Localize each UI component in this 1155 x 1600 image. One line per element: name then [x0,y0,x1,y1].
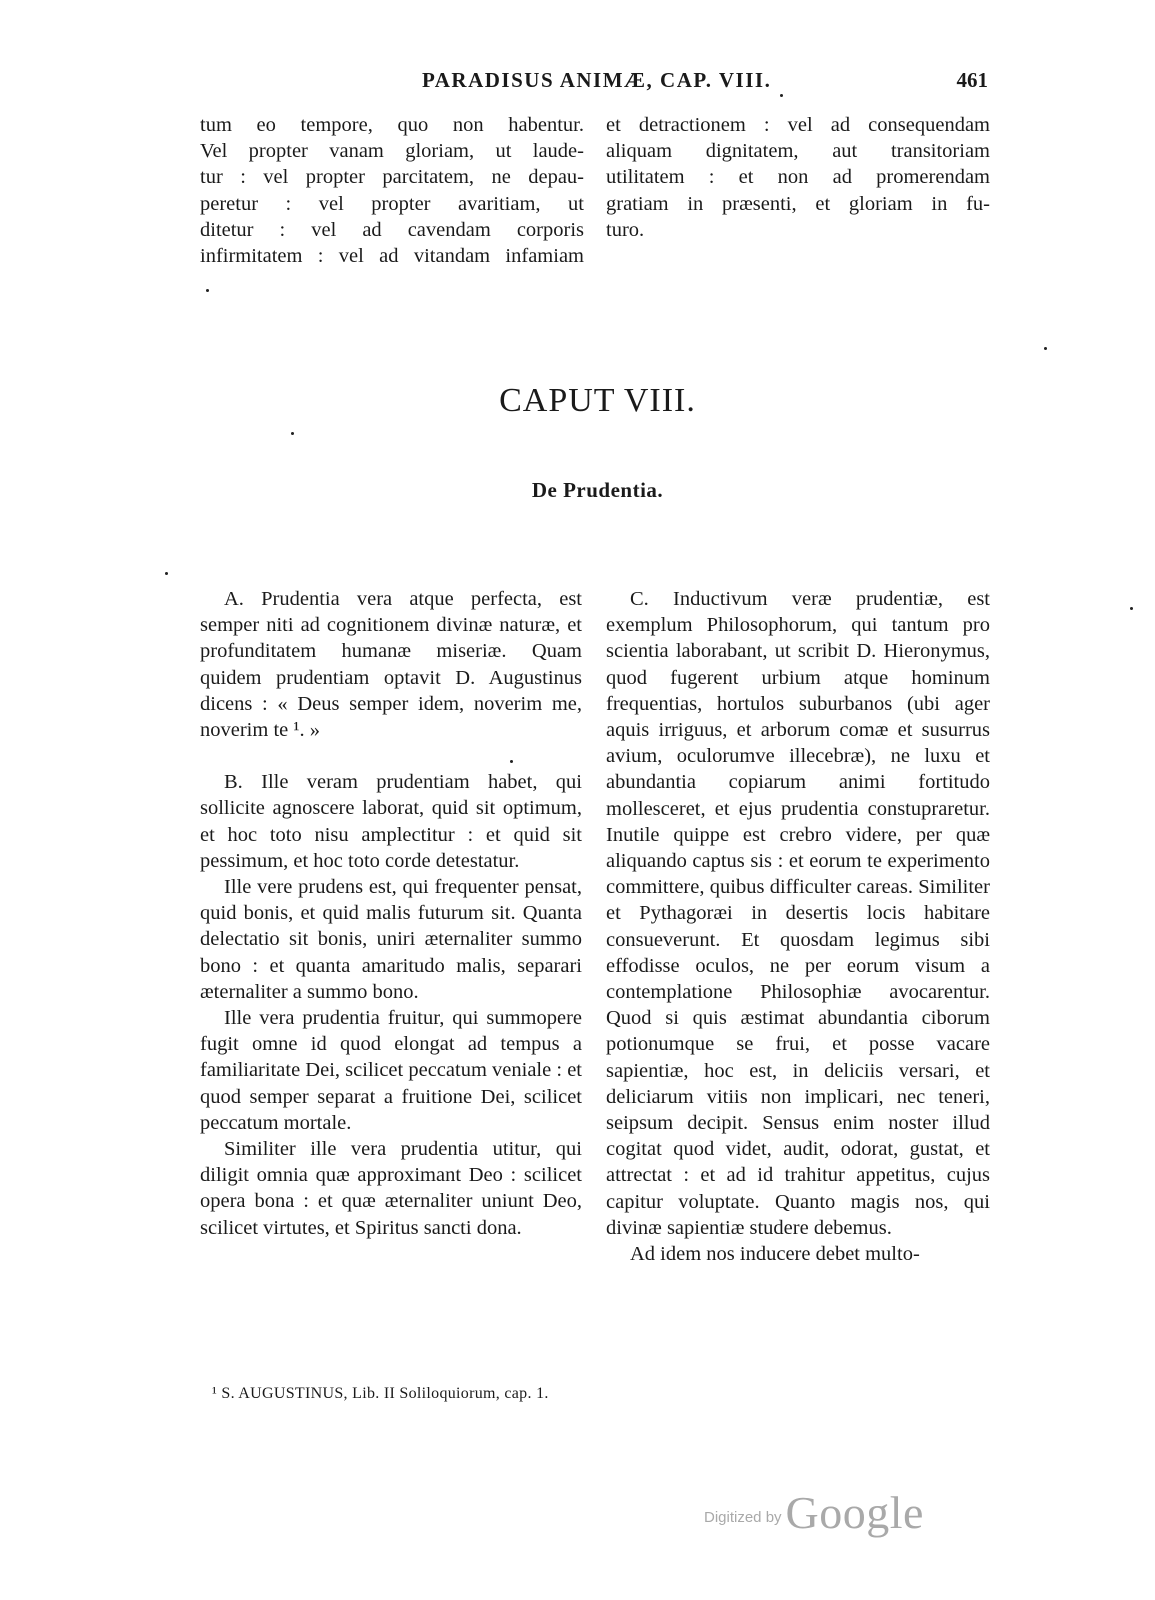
text-line: tum eo tempore, quo non habentur. [200,114,584,136]
paragraph-c: C. Inductivum veræ prudentiæ, est exemplum Philosophorum, qui tantum pro scientia laborabant, ut scribit D. Hieronymus, quod fugerent urbium atque hominum frequentias, hortulos suburbanos (ubi ager aquis irriguus, et arborum comæ et susurrus avium, oculorumve illecebræ), ne luxu et abundantia copiarum animi fortitudo mollesceret, et ejus prudentia constupraretur. Inutile quippe est crebro videre, per quæ aliquando captus sis : et eorum te experimento committere, quibus difficulter careas. Similiter et Pythagoræi in desertis locis habitare consueverunt. Et quosdam legimus sibi effodisse oculos, ne per eorum visum a contemplatione Philosophiæ avocarentur. Quod si quis æstimat abundantia ciborum potionumque se frui, et posse vacare sapientiæ, hoc est, in deliciis versari, et deliciarum vitiis non implicari, nec teneri, seipsum decipit. Sensus enim noster illud cogitat quod videt, audit, odorat, gustat, et attrectat : et ad id trahitur appetitus, cujus capitur voluptate. Quanto magis nos, qui divinæ sapientiæ studere debemus. [606,588,990,1239]
text-line: peretur : vel propter avaritiam, ut [200,192,584,215]
text-line: aliquam dignitatem, aut transitoriam [606,140,990,163]
paragraph: Ad idem nos inducere debet multo- [630,1243,920,1266]
right-text-column [606,586,990,1267]
running-title: PARADISUS ANIMÆ, CAP. VIII. [422,68,772,92]
paragraph-a: A. Prudentia vera atque perfecta, est semper niti ad cognitionem divinæ naturæ, et profunditatem humanæ miseriæ. Quam quidem prudentiam optavit D. Augustinus dicens : « Deus semper idem, noverim me, noverim te ¹. » [200,588,582,742]
scan-speck [165,572,168,575]
scan-speck [1044,347,1047,350]
scan-speck [1130,607,1133,610]
chapter-title: CAPUT VIII. [499,382,696,419]
digitized-watermark [704,1486,924,1539]
left-text-column [200,586,582,1241]
text-line: et detractionem : vel ad consequendam [606,114,990,136]
text-line: turo. [606,218,645,241]
text-line: utilitatem : et non ad promerendam [606,166,990,189]
text-line: ditetur : vel ad cavendam corporis [200,218,584,241]
scan-speck [206,289,209,292]
text-line: Vel propter vanam gloriam, ut laude- [200,140,584,163]
paragraph: Similiter ille vera prudentia utitur, qui diligit omnia quæ approximant Deo : scilicet opera bona : et quæ æternaliter uniunt Deo, scilicet virtutes, et Spiritus sancti dona. [200,1138,582,1239]
footnote: ¹ S. AUGUSTINUS, Lib. II Soliloquiorum, cap. 1. [212,1385,549,1402]
scan-speck [291,432,294,435]
running-head [200,68,1000,102]
continuation-right-column [606,112,990,243]
paragraph-b: B. Ille veram prudentiam habet, qui sollicite agnoscere laborat, quid sit optimum, et hoc toto nisu amplectitur : et quid sit pessimum, et hoc toto corde detestatur. [200,771,582,872]
paragraph: Ille vera prudentia fruitur, qui summopere fugit omne id quod elongat ad tempus a familiaritate Dei, scilicet peccatum veniale : et quod semper separat a fruitione Dei, scilicet peccatum mortale. [200,1007,582,1134]
watermark-prefix: Digitized by [704,1509,782,1526]
google-logo: Google [785,1487,924,1538]
chapter-subtitle: De Prudentia. [531,478,664,502]
scan-speck [510,760,513,763]
text-line: gratiam in præsenti, et gloriam in fu- [606,192,990,215]
scan-speck [780,94,783,97]
continuation-left-column [200,112,584,269]
text-line: infirmitatem : vel ad vitandam infamiam [200,245,584,268]
paragraph: Ille vere prudens est, qui frequenter pensat, quid bonis, et quid malis futurum sit. Quanta delectatio sit bonis, uniri æternaliter summo bono : et quanta amaritudo malis, separari æternaliter a summo bono. [200,876,582,1003]
page-number: 461 [956,68,988,92]
text-line: tur : vel propter parcitatem, ne depau- [200,166,584,189]
